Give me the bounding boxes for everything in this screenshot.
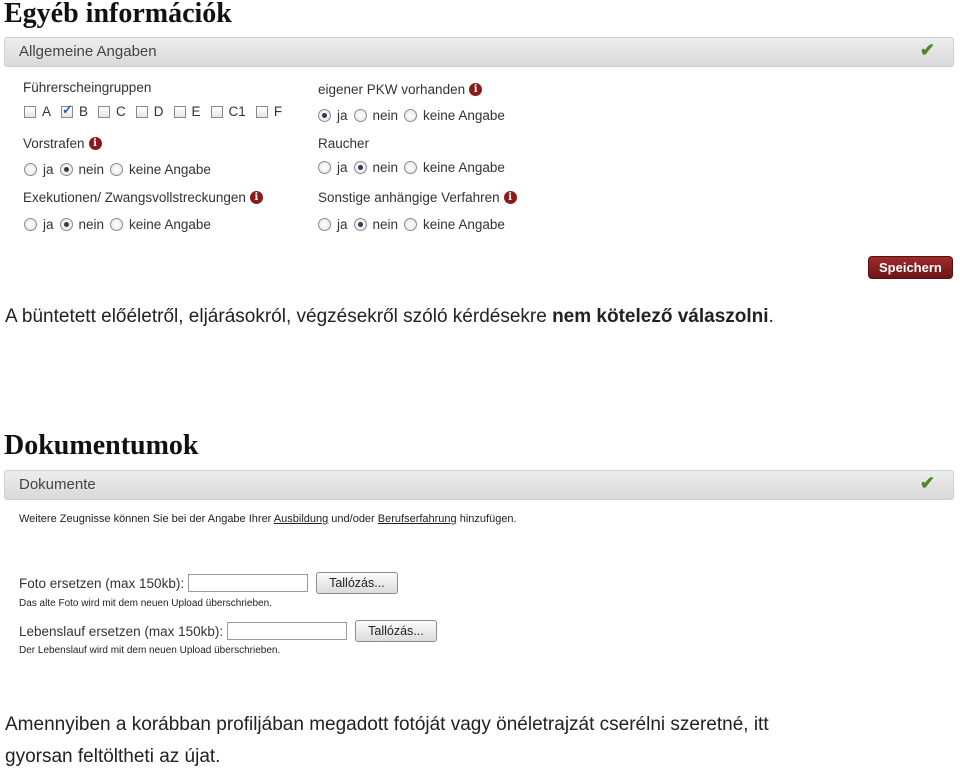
- cv-hint: Der Lebenslauf wird mit dem neuen Upload überschrieben.: [19, 645, 281, 656]
- pkw-nein-radio[interactable]: [354, 109, 367, 122]
- note-paragraph-1: [5, 306, 774, 328]
- radio-label: nein: [372, 108, 399, 123]
- fuehrerschein-checkbox[interactable]: [98, 106, 110, 118]
- vorstrafen-ja-radio[interactable]: [24, 163, 37, 176]
- checkbox-label: E: [191, 104, 201, 119]
- exekutionen-label-text: Exekutionen/ Zwangsvollstreckungen: [23, 190, 246, 205]
- exekutionen-label: [23, 190, 263, 205]
- foto-label: Foto ersetzen (max 150kb):: [19, 575, 185, 591]
- fuehrerschein-checkbox[interactable]: [136, 106, 148, 118]
- raucher-ja-radio[interactable]: [318, 161, 331, 174]
- sonstige-keine-radio[interactable]: [404, 218, 417, 231]
- exekutionen-ja-radio[interactable]: [24, 218, 37, 231]
- cv-upload-row: [19, 620, 437, 642]
- radio-label: keine Angabe: [129, 217, 211, 232]
- intro-text: und/oder: [328, 513, 378, 525]
- dokumente-intro: [19, 513, 517, 525]
- panel-title: Allgemeine Angaben: [19, 43, 157, 60]
- fuehrerschein-checkbox[interactable]: [256, 106, 268, 118]
- checkbox-label: C: [116, 104, 126, 119]
- radio-label: keine Angabe: [423, 217, 505, 232]
- checkbox-label: D: [153, 104, 164, 119]
- vorstrafen-label: [23, 136, 102, 151]
- radio-label: keine Angabe: [423, 108, 505, 123]
- checkbox-label: C1: [228, 104, 246, 119]
- info-icon[interactable]: i: [469, 83, 482, 96]
- cv-label: Lebenslauf ersetzen (max 150kb):: [19, 623, 224, 639]
- radio-label: ja: [337, 217, 348, 232]
- berufserfahrung-link[interactable]: Berufserfahrung: [377, 513, 457, 525]
- raucher-nein-radio[interactable]: [354, 161, 367, 174]
- foto-hint: Das alte Foto wird mit dem neuen Upload überschrieben.: [19, 598, 272, 609]
- fuehrerschein-checkbox[interactable]: [174, 106, 186, 118]
- radio-label: keine Angabe: [129, 162, 211, 177]
- fuehrerschein-checkbox[interactable]: [61, 106, 73, 118]
- sonstige-label: [318, 190, 517, 205]
- pkw-ja-radio[interactable]: [318, 109, 331, 122]
- radio-label: nein: [78, 162, 105, 177]
- radio-label: nein: [78, 217, 105, 232]
- cv-browse-button[interactable]: Tallózás...: [355, 620, 437, 642]
- raucher-label: Raucher: [318, 136, 370, 151]
- save-button[interactable]: Speichern: [868, 256, 953, 279]
- pkw-keine-radio[interactable]: [404, 109, 417, 122]
- vorstrafen-radio-group: [24, 162, 211, 177]
- raucher-radio-group: [318, 160, 505, 175]
- sonstige-label-text: Sonstige anhängige Verfahren: [318, 190, 500, 205]
- pkw-label-text: eigener PKW vorhanden: [318, 82, 466, 97]
- intro-text: Weitere Zeugnisse können Sie bei der Angabe Ihrer: [19, 513, 274, 525]
- note-period: .: [768, 306, 774, 327]
- vorstrafen-label-text: Vorstrafen: [23, 136, 85, 151]
- info-icon[interactable]: i: [89, 137, 102, 150]
- radio-label: ja: [43, 162, 54, 177]
- checkbox-label: F: [273, 104, 283, 119]
- checkbox-label: B: [79, 104, 89, 119]
- exekutionen-keine-radio[interactable]: [110, 218, 123, 231]
- radio-label: keine Angabe: [423, 160, 505, 175]
- section-heading-dokumentumok: Dokumentumok: [4, 430, 199, 461]
- sonstige-radio-group: [318, 217, 505, 232]
- radio-label: nein: [372, 217, 399, 232]
- info-icon[interactable]: i: [504, 191, 517, 204]
- cv-file-input[interactable]: [227, 622, 347, 640]
- radio-label: nein: [372, 160, 399, 175]
- note-paragraph-2-line-1: Amennyiben a korábban profiljában megadott fotóját vagy önéletrajzát cserélni szeretné, itt: [5, 714, 769, 735]
- note-emphasis: nem kötelező válaszolni: [552, 306, 769, 327]
- vorstrafen-nein-radio[interactable]: [60, 163, 73, 176]
- raucher-keine-radio[interactable]: [404, 161, 417, 174]
- panel-header-dokumente: [4, 470, 954, 500]
- note-text: A büntetett előéletről, eljárásokról, végzésekről szóló kérdésekre: [5, 306, 553, 327]
- pkw-radio-group: [318, 108, 505, 123]
- checkbox-label: A: [42, 104, 52, 119]
- vorstrafen-keine-radio[interactable]: [110, 163, 123, 176]
- exekutionen-nein-radio[interactable]: [60, 218, 73, 231]
- section-heading-egyeb: Egyéb információk: [4, 0, 232, 29]
- radio-label: ja: [337, 108, 348, 123]
- info-icon[interactable]: i: [250, 191, 263, 204]
- sonstige-nein-radio[interactable]: [354, 218, 367, 231]
- ausbildung-link[interactable]: Ausbildung: [273, 513, 329, 525]
- exekutionen-radio-group: [24, 217, 211, 232]
- foto-upload-row: [19, 572, 398, 594]
- note-paragraph-2-line-2: gyorsan feltöltheti az újat.: [5, 746, 221, 767]
- fuehrerschein-options: [24, 104, 286, 119]
- intro-text: hinzufügen.: [456, 513, 517, 525]
- pkw-label: [318, 82, 482, 97]
- foto-browse-button[interactable]: Tallózás...: [316, 572, 398, 594]
- panel-title: Dokumente: [19, 476, 96, 493]
- foto-file-input[interactable]: [188, 574, 308, 592]
- fuehrerschein-checkbox[interactable]: [24, 106, 36, 118]
- radio-label: ja: [43, 217, 54, 232]
- sonstige-ja-radio[interactable]: [318, 218, 331, 231]
- panel-header-allgemeine: [4, 37, 954, 67]
- checkmark-icon: ✔: [919, 473, 935, 493]
- radio-label: ja: [337, 160, 348, 175]
- checkmark-icon: ✔: [919, 40, 935, 60]
- fuehrerschein-checkbox[interactable]: [211, 106, 223, 118]
- fuehrerschein-label: Führerscheingruppen: [23, 80, 152, 95]
